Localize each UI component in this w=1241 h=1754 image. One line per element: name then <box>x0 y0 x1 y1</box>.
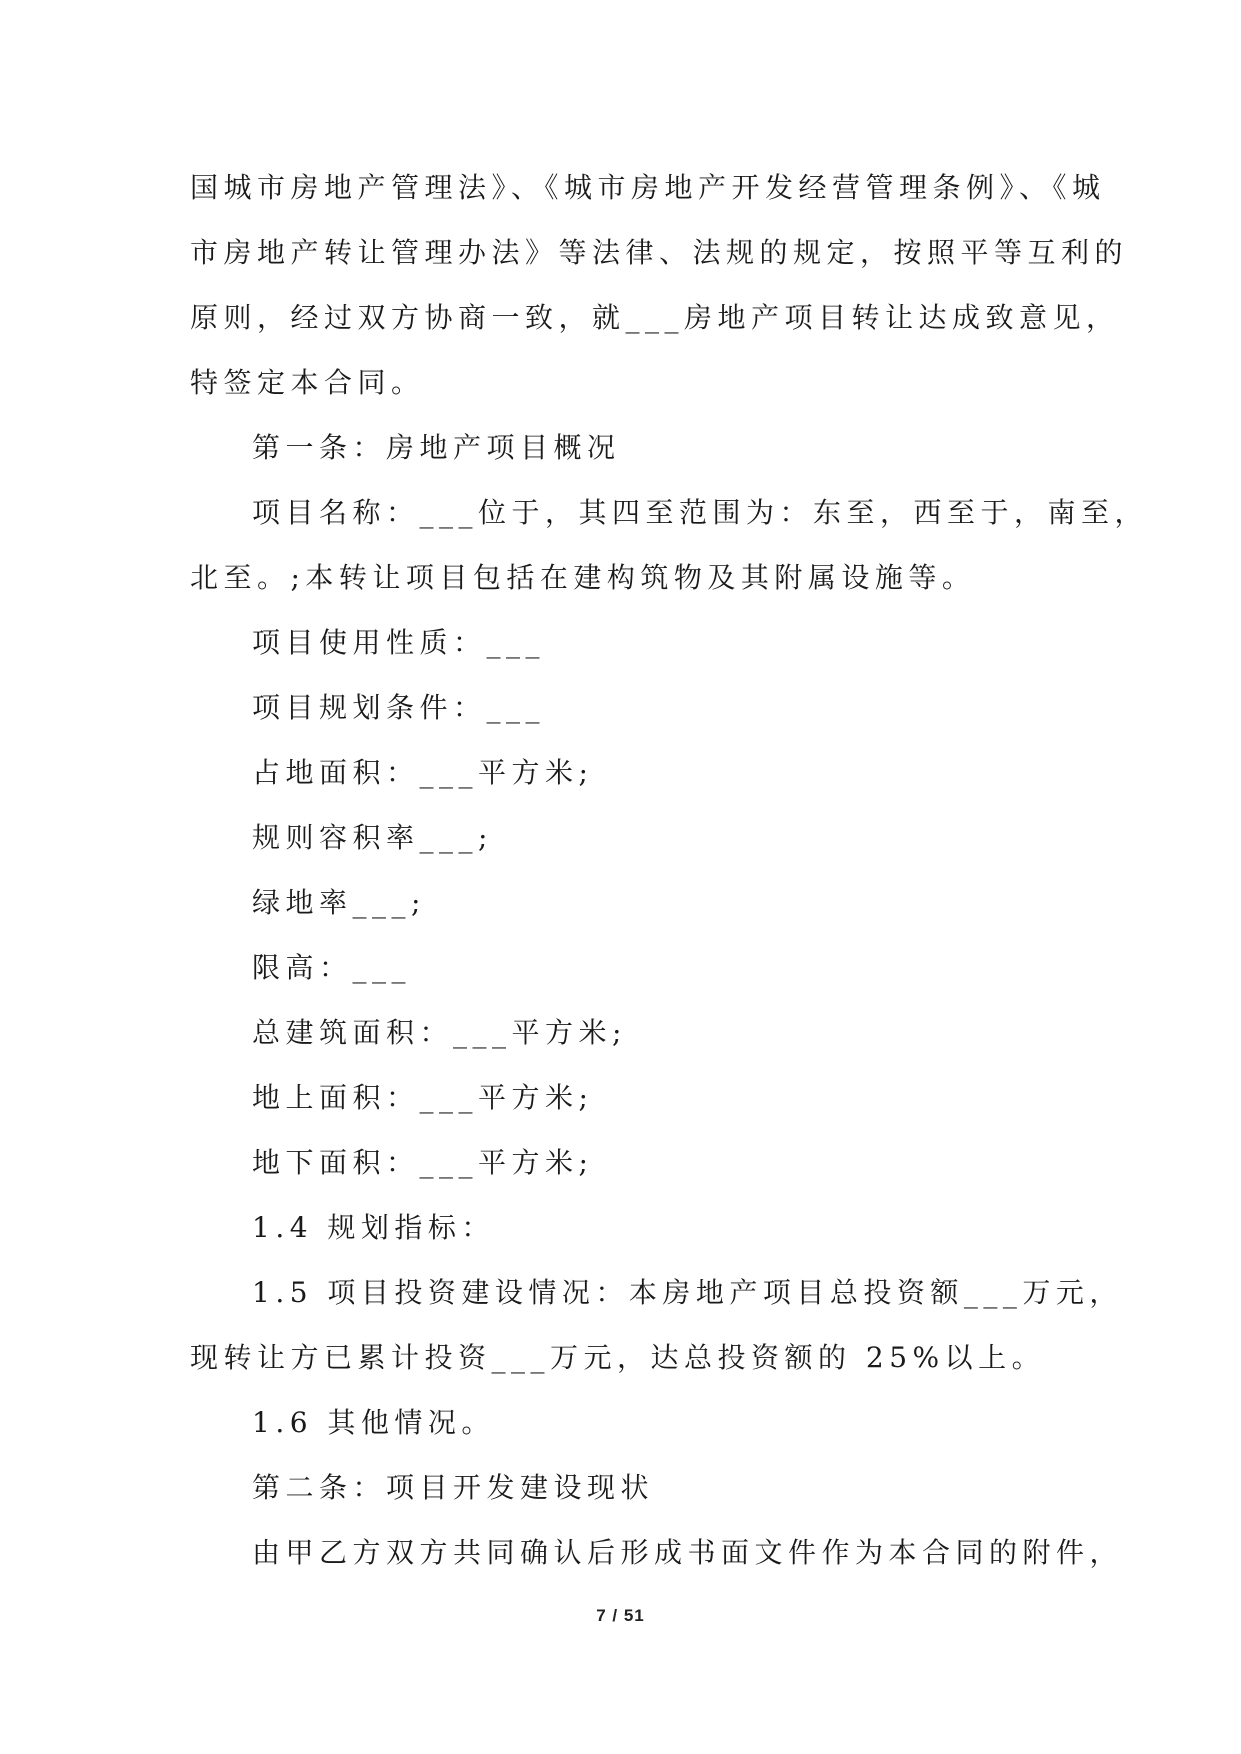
field-line: 地上面积：___平方米; <box>252 1081 594 1114</box>
field-line: 规则容积率___; <box>252 821 493 854</box>
field-line: 占地面积：___平方米; <box>252 756 594 789</box>
field-line: 限高：___ <box>252 951 412 984</box>
field-line: 总建筑面积：___平方米; <box>252 1016 627 1049</box>
article-heading: 第二条：项目开发建设现状 <box>252 1471 655 1504</box>
article-heading: 第一条：房地产项目概况 <box>252 431 621 464</box>
paragraph-line: 项目名称：___位于，其四至范围为：东至，西至于，南至， <box>252 496 1149 529</box>
paragraph-line: 特签定本合同。 <box>190 366 425 399</box>
paragraph-line: 1.5 项目投资建设情况：本房地产项目总投资额___万元， <box>252 1276 1123 1309</box>
section-heading: 1.4 规划指标： <box>252 1211 495 1244</box>
paragraph-line: 北至。;本转让项目包括在建构筑物及其附属设施等。 <box>190 561 976 594</box>
paragraph-line: 现转让方已累计投资___万元，达总投资额的 25%以上。 <box>190 1341 1046 1374</box>
section-heading: 1.6 其他情况。 <box>252 1406 495 1439</box>
document-body <box>190 155 1149 1585</box>
paragraph-line: 国城市房地产管理法》、《城市房地产开发经营管理条例》、《城 <box>190 171 1106 204</box>
paragraph-line: 由甲乙方双方共同确认后形成书面文件作为本合同的附件， <box>252 1536 1124 1569</box>
field-line: 项目规划条件：___ <box>252 691 546 724</box>
field-line: 绿地率___; <box>252 886 426 919</box>
field-line: 地下面积：___平方米; <box>252 1146 594 1179</box>
paragraph-line: 市房地产转让管理办法》等法律、法规的规定，按照平等互利的 <box>190 236 1129 269</box>
page-number: 7 / 51 <box>596 1606 645 1625</box>
field-line: 项目使用性质：___ <box>252 626 546 659</box>
paragraph-line: 原则，经过双方协商一致，就___房地产项目转让达成致意见， <box>190 301 1120 334</box>
